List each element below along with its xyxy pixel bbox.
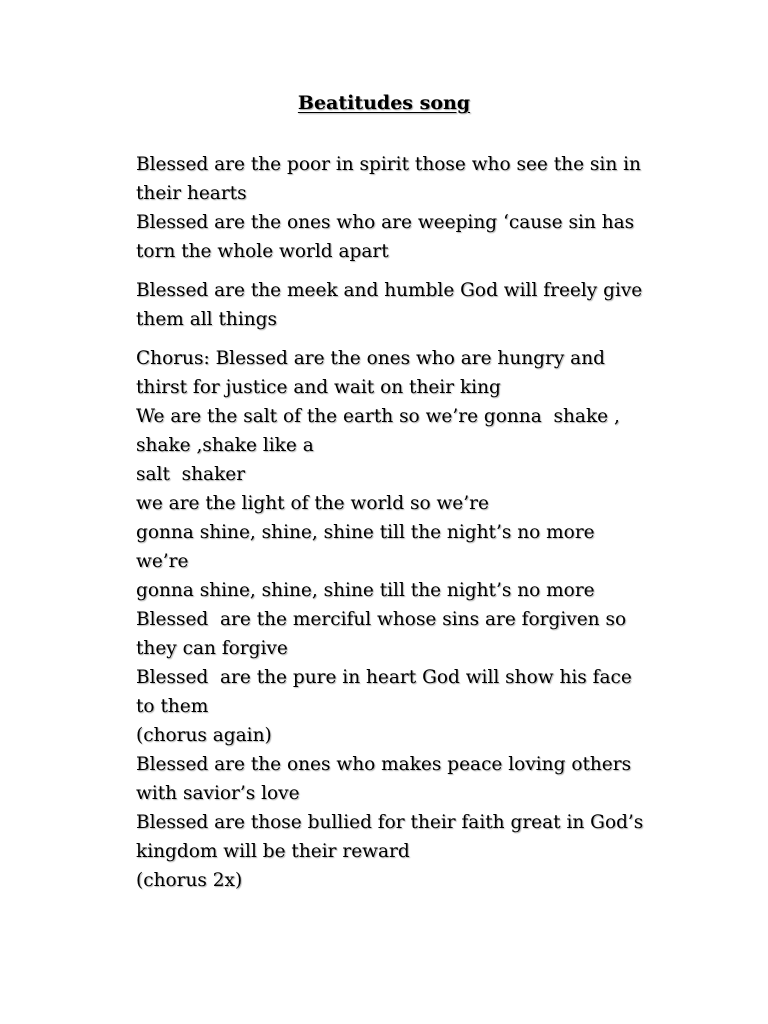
lyric-line: with savior’s love (136, 783, 300, 804)
lyric-line: gonna shine, shine, shine till the night’s no more (136, 580, 595, 601)
lyric-line: Chorus: Blessed are the ones who are hungry and (136, 348, 605, 369)
lyric-line: Blessed are the ones who are weeping ‘cause sin has (136, 212, 635, 233)
lyric-line: Blessed are the meek and humble God will freely give (136, 280, 643, 301)
lyric-line: Blessed are the ones who makes peace loving others (136, 754, 632, 775)
lyric-line: Blessed are those bullied for their faith great in God’s (136, 812, 644, 833)
lyric-line: torn the whole world apart (136, 241, 389, 262)
lyric-line: we’re (136, 551, 189, 572)
lyric-line: they can forgive (136, 638, 288, 659)
document-title: Beatitudes song (297, 92, 471, 114)
lyric-line: them all things (136, 309, 277, 330)
lyric-line: (chorus again) (136, 725, 272, 746)
lyric-line: we are the light of the world so we’re (136, 493, 489, 514)
lyric-line: Blessed are the poor in spirit those who see the sin in (136, 154, 641, 175)
lyric-line: Blessed are the merciful whose sins are forgiven so (136, 609, 627, 630)
lyric-line: Blessed are the pure in heart God will show his face (136, 667, 632, 688)
lyric-line: their hearts (136, 183, 247, 204)
lyric-line: salt shaker (136, 464, 246, 485)
lyric-line: thirst for justice and wait on their king (136, 377, 501, 398)
lyric-line: (chorus 2x) (136, 870, 243, 891)
lyric-line: gonna shine, shine, shine till the night’s no more (136, 522, 595, 543)
lyric-line: We are the salt of the earth so we’re gonna shake , (136, 406, 620, 427)
lyrics-body (136, 150, 696, 895)
lyric-line: kingdom will be their reward (136, 841, 410, 862)
lyric-line: shake ,shake like a (136, 435, 314, 456)
lyric-line: to them (136, 696, 209, 717)
